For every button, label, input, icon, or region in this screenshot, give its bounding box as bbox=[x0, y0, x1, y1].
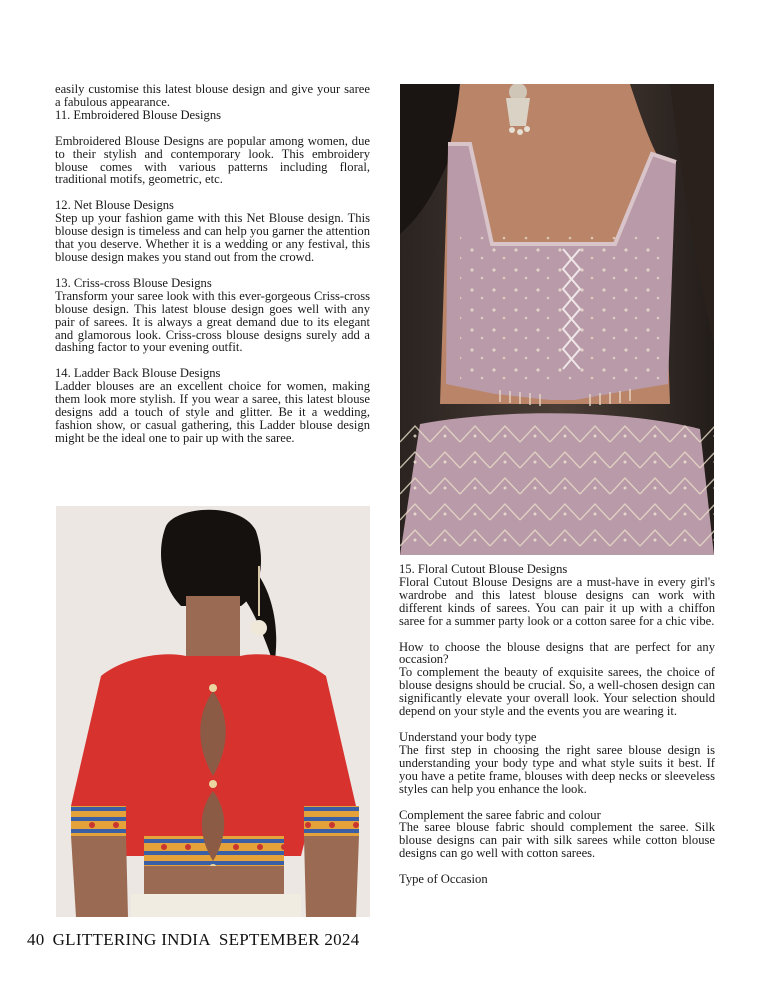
paragraph: The first step in choosing the right saree blouse design is understanding your body type and what style suits it best. If you have a petite frame, blouses with deep necks or sleeveless styles can help you enhance the look. bbox=[399, 742, 715, 796]
section-heading: 15. Floral Cutout Blouse Designs bbox=[399, 562, 568, 576]
spacer bbox=[399, 796, 715, 809]
paragraph: Transform your saree look with this ever-gorgeous Criss-cross blouse design. This latest blouse design goes well with any pair of sarees. It is always a great demand due to its elegant and glamorous look. Criss-cross blouse designs surely add a dashing factor to your evening outfit. bbox=[55, 288, 370, 355]
spacer bbox=[55, 264, 370, 277]
section-heading: Complement the saree fabric and colour bbox=[399, 807, 601, 822]
paragraph: To complement the beauty of exquisite sarees, the choice of blouse designs should be crucial. So, a well-chosen design can significantly elevate your overall look. Your selection should depend on your style and the events you are wearing it. bbox=[399, 665, 715, 719]
paragraph: Ladder blouses are an excellent choice for women, making them look more stylish. If you wear a saree, this latest blouse designs add a touch of style and glitter. Be it a wedding, fashion show, or casual gathering, this Ladder blouse design might be the ideal one to pair up with the saree. bbox=[55, 379, 370, 445]
paragraph: The saree blouse fabric should complement the saree. Silk blouse designs can pair with silk sarees while cotton blouse designs can go well with cotton sarees. bbox=[399, 820, 715, 861]
photo-lilac-embroidered-blouse bbox=[400, 84, 714, 555]
section-heading: 11. Embroidered Blouse Designs bbox=[55, 107, 222, 122]
section-heading: Understand your body type bbox=[399, 729, 537, 744]
right-text-column bbox=[399, 563, 715, 886]
left-text-column bbox=[55, 83, 370, 445]
page-number: 40 bbox=[27, 930, 45, 949]
photo-red-cutout-blouse bbox=[56, 506, 370, 917]
spacer bbox=[55, 122, 370, 135]
issue-date: SEPTEMBER 2024 bbox=[218, 930, 360, 949]
spacer bbox=[399, 628, 715, 641]
section-heading: 13. Criss-cross Blouse Designs bbox=[55, 275, 212, 290]
paragraph: Embroidered Blouse Designs are popular among women, due to their stylish and contemporary look. This embroidery blouse comes with various patterns including floral, traditional motifs, geometric, etc. bbox=[55, 133, 370, 187]
section-heading: Type of Occasion bbox=[399, 872, 488, 887]
paragraph: Step up your fashion game with this Net Blouse design. This blouse design is timeless and can help you garner the attention that you deserve. Whether it is a wedding or any festival, this blouse design makes you stand out from the crowd. bbox=[55, 211, 370, 264]
page-footer bbox=[27, 930, 368, 950]
section-heading: 14. Ladder Back Blouse Designs bbox=[55, 366, 221, 381]
paragraph: Floral Cutout Blouse Designs are a must-have in every girl's wardrobe and this latest blouse designs can work with different kinds of sarees. You can pair it up with a chiffon saree for a summer party look or a cotton saree for a chic vibe. bbox=[399, 574, 715, 628]
paragraph: easily customise this latest blouse design and give your saree a fabulous appearance. bbox=[55, 82, 370, 109]
section-heading: How to choose the blouse designs that are perfect for any occasion? bbox=[399, 639, 715, 667]
magazine-name: GLITTERING INDIA bbox=[52, 930, 211, 949]
section-heading: 12. Net Blouse Designs bbox=[55, 198, 174, 213]
